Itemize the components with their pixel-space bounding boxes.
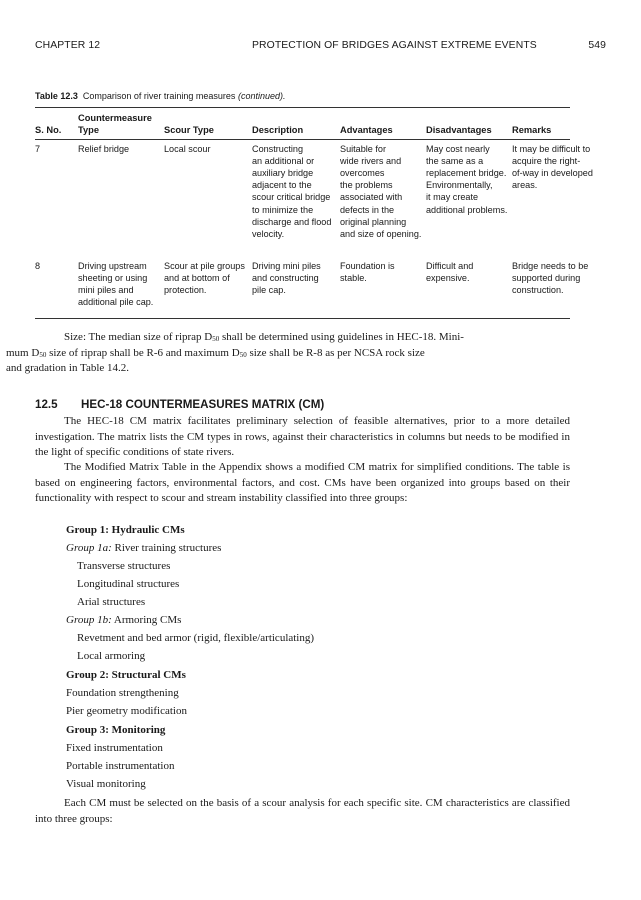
cell-disadvantages: May cost nearly <box>426 144 490 154</box>
list-item: Foundation strengthening <box>66 687 179 699</box>
cell-description: auxiliary bridge <box>252 168 314 179</box>
cell-advantages: stable. <box>340 273 367 284</box>
list-item: Longitudinal structures <box>77 578 180 590</box>
list-item: Transverse structures <box>77 560 171 572</box>
paragraph-1: The HEC-18 CM matrix facilitates preliminary selection of feasible alternatives, prior to a more detailed investigation. The matrix lists the CM types in rows, against their characteristics in columns but needs to be modified in the light of specific conditions of state rivers. <box>35 415 570 458</box>
table-bottom-rule <box>35 318 570 319</box>
cell-advantages: Suitable for <box>340 144 387 154</box>
table-top-rule <box>35 107 570 108</box>
cell-description: pile cap. <box>252 285 286 296</box>
list-item: Visual monitoring <box>66 778 146 790</box>
paragraph-3: Each CM must be selected on the basis of a scour analysis for each specific site. CM characteristics are classified into three groups: <box>35 797 570 825</box>
table-caption-suffix: (continued). <box>237 91 286 101</box>
cell-disadvantages: the same as a <box>426 156 484 167</box>
cell-scour: protection. <box>164 285 207 296</box>
cell-disadvantages: additional problems. <box>426 204 508 215</box>
list-item: Fixed instrumentation <box>66 742 163 754</box>
section-heading <box>35 398 324 411</box>
cell-advantages: defects in the <box>340 204 395 215</box>
cell-remarks: construction. <box>512 285 564 296</box>
cell-description: velocity. <box>252 228 285 239</box>
list-item: Pier geometry modification <box>66 705 187 717</box>
cell-advantages: original planning <box>340 216 407 227</box>
cell-advantages: the problems <box>340 180 393 191</box>
table-caption <box>35 91 285 101</box>
col-header-advantages: Advantages <box>340 125 393 135</box>
col-header-type-line1: Countermeasure <box>78 113 152 123</box>
col-header-description: Description <box>252 125 304 135</box>
cell-remarks: acquire the right- <box>512 156 581 167</box>
col-header-sno: S. No. <box>35 125 62 135</box>
paragraph-2: The Modified Matrix Table in the Appendix shows a modified CM matrix for simplified conditions. The table is based on engineering factors, environmental factors, and cost. CMs have been organized into groups based on their functionality with respect to scour and stream instability classified into three groups: <box>35 461 570 504</box>
cell-type: Driving upstream <box>78 261 147 271</box>
cell-description: an additional or <box>252 156 315 167</box>
cell-scour: Scour at pile groups <box>164 261 245 271</box>
cell-advantages: associated with <box>340 192 403 203</box>
cell-remarks: It may be difficult to <box>512 144 591 154</box>
cell-advantages: overcomes <box>340 168 385 179</box>
cell-type: additional pile cap. <box>78 297 154 308</box>
cell-description: scour critical bridge <box>252 192 331 203</box>
group-3-heading: Group 3: Monitoring <box>66 724 166 736</box>
cell-description: adjacent to the <box>252 180 312 191</box>
running-header <box>35 40 606 54</box>
section-title: HEC-18 COUNTERMEASURES MATRIX (CM) <box>81 398 325 411</box>
col-header-scour: Scour Type <box>164 125 214 135</box>
section-number: 12.5 <box>35 398 58 411</box>
chapter-title: PROTECTION OF BRIDGES AGAINST EXTREME EVENTS <box>252 40 537 51</box>
chapter-label: CHAPTER 12 <box>35 40 101 51</box>
cell-remarks: of-way in developed <box>512 168 593 179</box>
cell-disadvantages: replacement bridge. <box>426 168 507 179</box>
cell-sno: 8 <box>35 261 41 271</box>
cell-remarks: areas. <box>512 180 538 191</box>
col-header-remarks: Remarks <box>512 125 552 135</box>
size-paragraph: Size: The median size of riprap $D_{50}$ shall be determined using guidelines in HEC-18. Mini- mum $D_{50}$ size of riprap shall be R-6 and maximum $D_{50}$ size shall be R-8 as per NCSA rock size and gradation in Table 14.2. <box>6 331 464 374</box>
cell-description: Driving mini piles <box>252 261 321 271</box>
list-item: Arial structures <box>77 596 146 608</box>
cell-sno: 7 <box>35 144 41 154</box>
page-number: 549 <box>588 40 606 51</box>
cell-type: mini piles and <box>78 285 134 296</box>
group-1a-heading: Group 1a: River training structures <box>66 542 222 554</box>
group-2-heading: Group 2: Structural CMs <box>66 669 186 681</box>
group-1-heading: Group 1: Hydraulic CMs <box>66 524 185 536</box>
cell-scour: Local scour <box>164 144 211 154</box>
list-item: Portable instrumentation <box>66 760 175 772</box>
cell-remarks: supported during <box>512 273 581 284</box>
cell-description: and constructing <box>252 273 319 284</box>
col-header-type-line2: Type <box>78 125 100 135</box>
cell-type: sheeting or using <box>78 273 148 284</box>
cell-disadvantages: expensive. <box>426 273 470 284</box>
cell-scour: and at bottom of <box>164 273 230 284</box>
cell-advantages: Foundation is <box>340 261 395 271</box>
table-caption-text: Comparison of river training measures <box>82 91 236 101</box>
cell-disadvantages: Difficult and <box>426 261 474 271</box>
cell-remarks: Bridge needs to be <box>512 261 589 271</box>
list-item: Local armoring <box>77 650 146 662</box>
group-1b-heading: Group 1b: Armoring CMs <box>66 614 182 626</box>
cell-description: to minimize the <box>252 204 314 215</box>
list-item: Revetment and bed armor (rigid, flexible/articulating) <box>77 632 315 644</box>
table-header-rule <box>35 139 570 140</box>
cell-type: Relief bridge <box>78 144 130 154</box>
table-caption-label: Table 12.3 <box>35 91 78 101</box>
cell-advantages: wide rivers and <box>340 156 402 167</box>
cell-advantages: and size of opening. <box>340 228 422 239</box>
col-header-disadvantages: Disadvantages <box>426 125 492 135</box>
cell-description: Constructing <box>252 144 304 154</box>
cell-disadvantages: Environmentally, <box>426 180 493 191</box>
cell-disadvantages: it may create <box>426 192 479 203</box>
cell-description: discharge and flood <box>252 216 332 227</box>
